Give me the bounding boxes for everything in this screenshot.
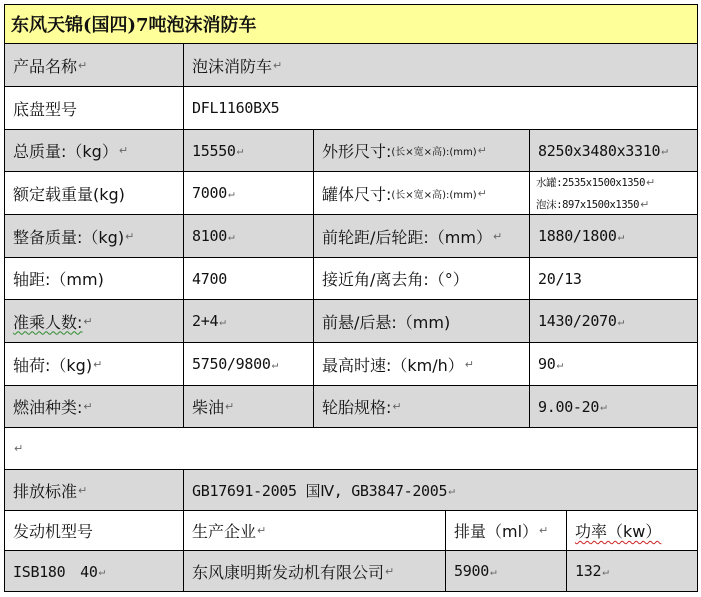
spec-table	[4, 4, 698, 592]
track-width-value: 1880/1800 ↵	[530, 215, 698, 258]
product-name-value: 泡沫消防车 ↵	[184, 44, 698, 87]
tank-dimensions-value: 水罐:2535x1500x1350↵ 泡沫:897x1500x1350↵	[530, 172, 698, 215]
fuel-type-label: 燃油种类: ↵	[4, 386, 184, 428]
track-width-label: 前轮距/后轮距:（mm） ↵	[314, 215, 530, 258]
passengers-value: 2+4 ↵	[184, 300, 314, 343]
axle-load-value: 5750/9800 ↵	[184, 343, 314, 386]
approach-departure-angle-value: 20/13	[530, 258, 698, 300]
table-title	[4, 4, 698, 44]
chassis-model-value: DFL1160BX5	[184, 87, 698, 130]
axle-load-label: 轴荷:（kg) ↵	[4, 343, 184, 386]
tire-spec-value: 9.00-20 ↵	[530, 386, 698, 428]
fuel-type-value: 柴油 ↵	[184, 386, 314, 428]
emission-standard-label: 排放标准 ↵	[4, 470, 184, 511]
overall-dimensions-value: 8250x3480x3310 ↵	[530, 130, 698, 172]
product-name-label: 产品名称 ↵	[4, 44, 184, 87]
engine-model-value: ISB180 40 ↵	[4, 551, 184, 592]
engine-maker-header: 生产企业 ↵	[184, 511, 446, 551]
wheelbase-value: 4700	[184, 258, 314, 300]
foam-tank-size: 泡沫:897x1500x1350	[536, 199, 640, 211]
power-value: 132 ↵	[567, 551, 698, 592]
engine-maker-value: 东风康明斯发动机有限公司 ↵	[184, 551, 446, 592]
curb-mass-label: 整备质量:（kg) ↵	[4, 215, 184, 258]
max-speed-label: 最高时速:（km/h） ↵	[314, 343, 530, 386]
overhang-label: 前悬/后悬:（mm)	[314, 300, 530, 343]
tire-spec-label: 轮胎规格: ↵	[314, 386, 530, 428]
empty-row: ↵	[4, 428, 698, 470]
tank-dimensions-label: 罐体尺寸: (长×宽×高):(mm) ↵	[314, 172, 530, 215]
overall-dimensions-label: 外形尺寸: (长×宽×高):(mm) ↵	[314, 130, 530, 172]
overhang-value: 1430/2070 ↵	[530, 300, 698, 343]
wheelbase-label: 轴距:（mm)	[4, 258, 184, 300]
total-mass-value: 15550 ↵	[184, 130, 314, 172]
emission-standard-value: GB17691-2005 国Ⅳ, GB3847-2005 ↵	[184, 470, 698, 511]
engine-model-header: 发动机型号	[4, 511, 184, 551]
approach-departure-angle-label: 接近角/离去角:（°）	[314, 258, 530, 300]
max-speed-value: 90 ↵	[530, 343, 698, 386]
rated-load-label: 额定载重量(kg)	[4, 172, 184, 215]
power-header: 功率（kw）	[567, 511, 698, 551]
rated-load-value: 7000 ↵	[184, 172, 314, 215]
passengers-label: 准乘人数: ↵	[4, 300, 184, 343]
water-tank-size: 水罐:2535x1500x1350	[536, 177, 646, 189]
total-mass-label: 总质量:（kg） ↵	[4, 130, 184, 172]
title-text: 东风天锦(国四)7吨泡沫消防车	[11, 15, 257, 36]
curb-mass-value: 8100 ↵	[184, 215, 314, 258]
displacement-value: 5900 ↵	[446, 551, 567, 592]
displacement-header: 排量（ml） ↵	[446, 511, 567, 551]
chassis-model-label: 底盘型号	[4, 87, 184, 130]
